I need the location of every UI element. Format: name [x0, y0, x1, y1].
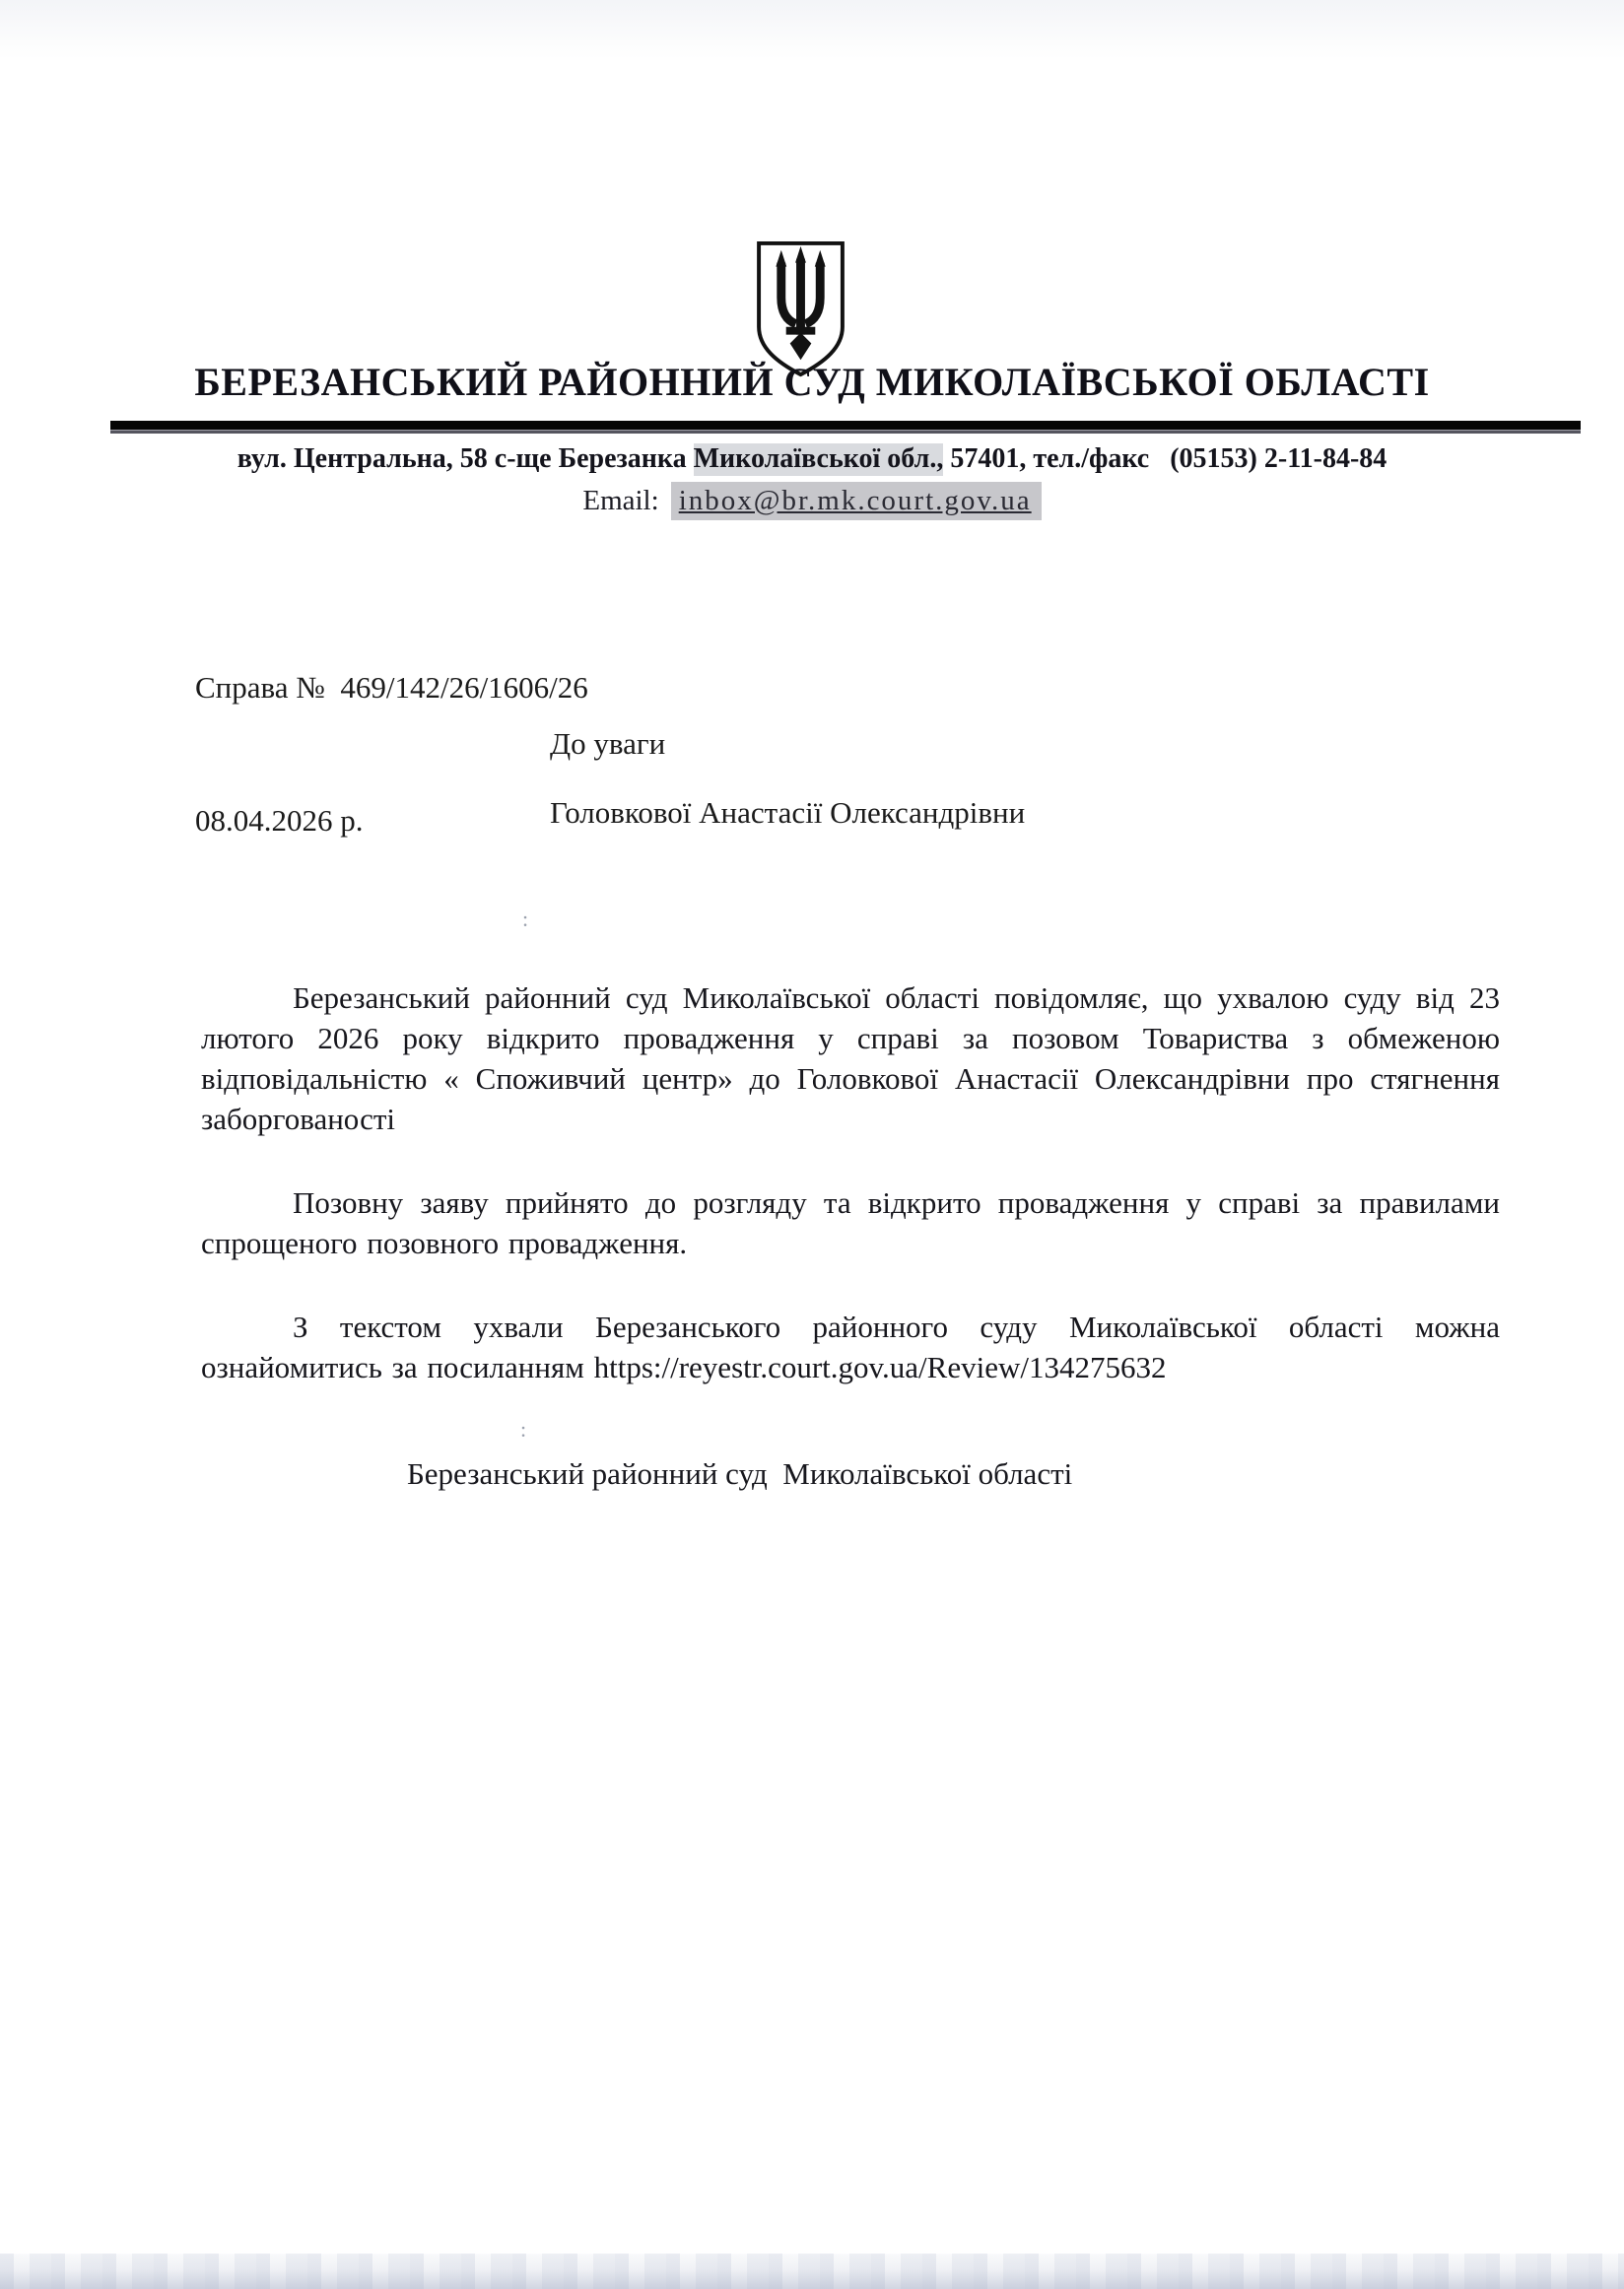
letter-body	[201, 977, 1500, 1431]
court-name-title: БЕРЕЗАНСЬКИЙ РАЙОННИЙ СУД МИКОЛАЇВСЬКОЇ ОБЛАСТІ	[194, 360, 1430, 404]
court-address-region-highlight: Миколаївської обл.,	[693, 443, 944, 474]
letter-paragraph-opening-of-proceedings: Березанський районний суд Миколаївської області повідомляє, що ухвалою суду від 23 лютого 2026 року відкрито провадження у справі за позовом Товариства з обмеженою відповідальністю « Споживчий центр» до Головкової Анастасії Олександрівни про стягнення заборгованості	[201, 980, 1500, 1136]
header-divider-rule	[110, 421, 1581, 434]
court-signature-line: Березанський районний суд Миколаївської області	[407, 1456, 1073, 1491]
letter-date-line: 08.04.2026 р.	[195, 803, 364, 838]
decision-reference-text: З текстом ухвали Березанського районного суду Миколаївської області можна ознайомитись за посиланням	[201, 1310, 1500, 1384]
attention-label: До уваги	[550, 726, 666, 761]
court-email-link[interactable]: inbox@br.mk.court.gov.ua	[671, 482, 1042, 520]
letter-paragraph-decision-reference	[201, 1307, 1500, 1387]
case-meta-block	[195, 576, 588, 931]
scan-artifact-colon: :	[522, 907, 529, 931]
top-scan-edge	[0, 0, 1624, 59]
letter-paragraph-simplified-procedure: Позовну заяву прийнято до розгляду та відкрито провадження у справі за правилами спрощеного позовного провадження.	[201, 1185, 1500, 1260]
case-number-line: Справа № 469/142/26/1606/26	[195, 670, 588, 705]
recipient-name: Головкової Анастасії Олександрівни	[550, 795, 1026, 830]
court-address-line	[0, 442, 1624, 476]
court-address-suffix: 57401, тел./факс (05153) 2-11-84-84	[943, 443, 1387, 474]
court-register-url: https://reyestr.court.gov.ua/Review/134275632	[593, 1350, 1167, 1384]
court-address-prefix: вул. Центральна, 58 с-ще Березанка	[237, 443, 694, 474]
email-label: Email:	[582, 485, 659, 516]
court-email-line	[0, 482, 1624, 520]
scan-artifact-colon: :	[520, 1417, 527, 1442]
bottom-scan-edge	[0, 2254, 1624, 2289]
